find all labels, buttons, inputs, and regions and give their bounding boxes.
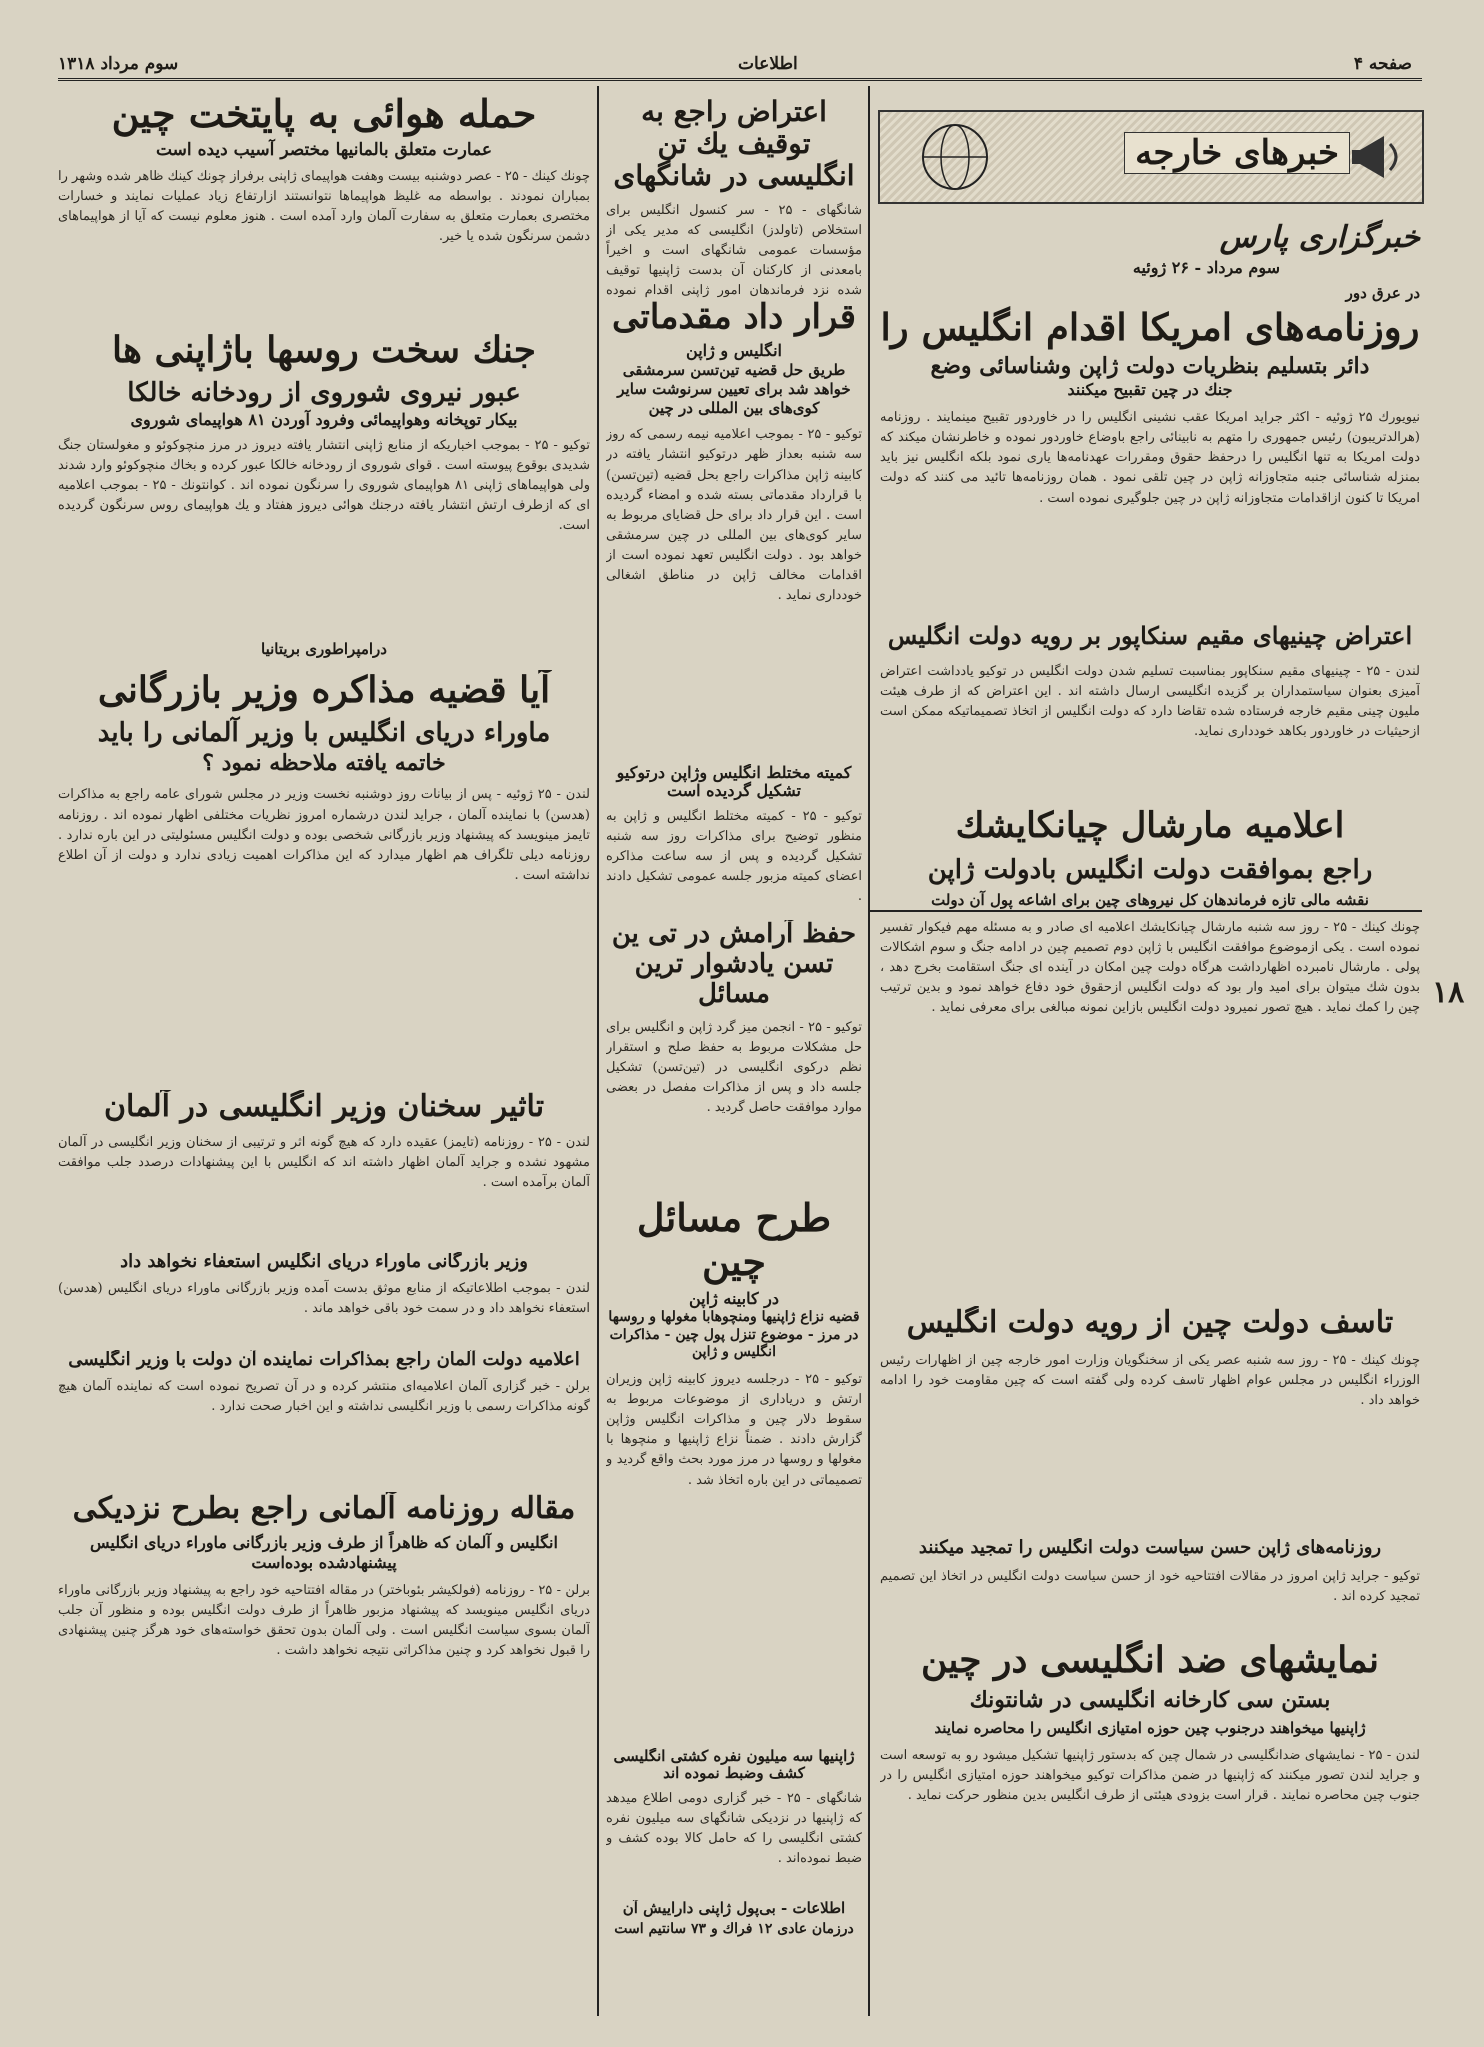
article-us-papers bbox=[880, 306, 1420, 548]
headline: اطلاعات - بی‌پول ژاپنی داراییش آن bbox=[622, 1900, 846, 1917]
deck: قضیه نزاع ژاپنیها ومنچوهابا مغولها و روسها در مرز - موضوع تنزل پول چین - مذاکرات انگلیس و ژاپن bbox=[608, 1309, 860, 1361]
article-body: توکیو - ۲۵ - بموجب اخباریکه از منابع ژاپنی انتشار یافته دیروز در مرز منچوکوئو و مغولستان جنگ شدیدی بوقوع پیوسته است . قوای شوروی از رودخانه خالکا عبور کرده و بخاك منچوکوئو وارد شدند ولی هواپیماهای ژاپنی ۸۱ هواپیمای شوروی را سرنگون نموده اند . کوانتونك - ۲۵ - بموجب اعلامیه ای که ازطرف ارتش انتشار یافته درجنك هوائی دیروز هفتاد و یك هواپیمای روس سرنگون گردیده است. bbox=[58, 437, 590, 534]
dateline: سوم مرداد - ۲۶ ژوئیه bbox=[1132, 258, 1280, 277]
headline: روزنامه‌های امریکا اقدام انگلیس را bbox=[880, 306, 1420, 349]
article-negotiation bbox=[58, 670, 590, 1025]
article-body: لندن - بموجب اطلاعاتیکه از منابع موثق بدست آمده وزیر بازرگانی ماوراء دریای انگلیس (هدسن) استعفاء نخواهد داد و در سمت خود باقی خواهد ماند . bbox=[58, 1280, 590, 1316]
column-rule bbox=[868, 86, 870, 2016]
article-air-raid bbox=[58, 92, 590, 317]
headline: تاسف دولت چین از رویه دولت انگلیس bbox=[906, 1306, 1394, 1340]
subheadline: انگلیس و آلمان که ظاهراً از طرف وزیر بازرگانی ماوراء دریای انگلیس پیشنهادشده بوده‌است bbox=[90, 1532, 558, 1572]
headline: حفظ آرامش در تی ین تسن یادشوار ترین مسائل bbox=[611, 920, 857, 1009]
margin-mark: ۱۸ bbox=[1432, 975, 1465, 1010]
headline: اعتراض چینیهای مقیم سنکاپور بر رویه دولت انگلیس bbox=[887, 622, 1413, 650]
headline: اعتراض راجع به توقیف یك تن انگلیسی در شانگهای bbox=[613, 96, 855, 193]
article-germany-notice bbox=[58, 1350, 590, 1487]
article-body: توکیو - ۲۵ - کمیته مختلط انگلیس و ژاپن به منظور توضیح برای مذاکرات روز سه شنبه تشکیل گردیده و پس از سه ساعت مذاکره اعضای کمیته مزبور جلسه عمومی تشکیل دادند . bbox=[606, 808, 862, 905]
article-body: برلن - خبر گزاری آلمان اعلامیه‌ای منتشر کرده و در آن تصریح نموده است که نماینده آلمان هیچ گونه مذاکرات رسمی با وزیر انگلیسی نداشته و این اخبار صحت ندارد . bbox=[58, 1378, 590, 1414]
column-rule bbox=[597, 86, 599, 2016]
headline: تاثیر سخنان وزیر انگلیسی در آلمان bbox=[103, 1090, 545, 1124]
headline: مقاله روزنامه آلمانی راجع بطرح نزدیکی bbox=[72, 1492, 576, 1526]
article-preliminary bbox=[606, 298, 862, 715]
article-body: چونك كينك - ۲۵ - روز سه شنبه عصر یکی از سخنگویان وزارت امور خارجه چین از اظهارات رئیس الوزراء انگلیس در مجلس عوام اظهار تاسف کرده ولی گفته است که چین مقاومت خود را ادامه خواهد داد . bbox=[880, 1352, 1420, 1408]
headline: وزیر بازرگانی ماوراء دریای انگلیس استعفاء نخواهد داد bbox=[120, 1252, 528, 1272]
headline: اعلامیه مارشال چیانکایشك bbox=[955, 806, 1345, 846]
article-body: نیویورك ۲۵ ژوئیه - اکثر جراید امریکا عقب نشینی انگلیس را در خاوردور تقبیح مینمایند . روزنامه (هرالدتریبون) رئیس جمهوری را متهم به نابینائی راجع باوضاع خاوردور نموده و خاطرنشان میکند که دولت امریکا به تنها انگلیس را درحفظ حقوق ومقررات عهدنامه‌ها یاری نمود بلکه انگلیس نیز باید بمنزله شناسائی جنبه متجاوزانه ژاپن در چین تلقی نمود . همان روزنامه‌ها تائید می کنند که دولت امریکا تا کنون ازاقدامات متجاوزانه ژاپن در چین جلوگیری نموده است . bbox=[880, 410, 1420, 506]
headline: آیا قضیه مذاکره وزیر بازرگانی bbox=[97, 670, 551, 711]
banner-title: خبرهای خارجه bbox=[1124, 132, 1350, 174]
deck: خاتمه یافته ملاحظه نمود ؟ bbox=[202, 749, 446, 776]
article-body: شانگهای - ۲۵ - سر کنسول انگلیس برای استخلاص (تاولدز) انگلیسی که مدیر یکی از مؤسسات عمومی شانگهای است و اخیراً بامعدنی از کارکنان آن بدست ژاپنیها توقیف شده نزد فرماندهان امور ژاپنی اقدام نموده bbox=[606, 202, 862, 299]
headline: کمیته مختلط انگلیس وژاپن درتوکیو تشکیل گردیده است bbox=[616, 764, 852, 801]
article-body: شانگهای - ۲۵ - خبر گزاری دومی اطلاع میدهد که ژاپنیها در نزدیکی شانگهای سه میلیون نفره کشتی انگلیسی را که حامل کالا بوده کشف و ضبط نموده‌اند . bbox=[606, 1790, 862, 1866]
article-arrest bbox=[606, 96, 862, 301]
headline: روزنامه‌های ژاپن حسن سیاست دولت انگلیس را تمجید میکنند bbox=[918, 1538, 1382, 1558]
article-body: لندن - ۲۵ - روزنامه (تایمز) عقیده دارد که هیچ گونه اثر و ترتیبی از سخنان وزیر انگلیسی در آلمان مشهود نشده و جراید آلمان اظهار داشته اند که انگلیس با این پیشنهادات درصدد جلب موافقت آلمان برآمده است . bbox=[58, 1134, 590, 1190]
headline: ژاپنیها سه میلیون نفره کشتی انگلیسی کشف وضبط نموده اند bbox=[613, 1748, 855, 1783]
notice-body: درزمان عادی ۱۲ فراك و ۷۳ سانتیم است bbox=[614, 1921, 854, 1938]
headline: قرار داد مقدماتی bbox=[612, 298, 856, 337]
headline: حمله هوائی به پایتخت چین bbox=[111, 92, 537, 136]
deck: ژاپنیها میخواهند درجنوب چین حوزه امتیازی انگلیس را محاصره نمایند bbox=[934, 1718, 1366, 1737]
article-body: چونك كينك - ۲۵ - روز سه شنبه مارشال چیانکایشك اعلامیه ای صادر و به مسئله مهم فیکوار تفسیر نموده است . یکی ازموضوع موافقت انگلیس با ژاپن دوم تصمیم چین در ادامه جنگ و سوم اشکالات پولی . مارشال نامبرده اظهارداشت هرگاه دولت چین امکان در آینده ای جنگ استقامت بخرج دهد ، بدون شك میتوان برای امید وار بود که دولت انگلیس ازحقوق خود دفاع خواهد نمود و بدین ترتیب چین را کمك نماید . هیچ تصور نمیرود دولت انگلیس بازاین نمونه مبالغی برای معرفی نماید . bbox=[880, 919, 1420, 1016]
article-body: توکیو - ۲۵ - انجمن میز گرد ژاپن و انگلیس برای حل مشکلات مربوط به حفظ صلح و استقرار نظم درکوی انگلیسی در (تین‌تسن) تشکیل جلسه داد و پس از مذاکرات مفصل در بعضی موارد موافقت حاصل گردید . bbox=[606, 1019, 862, 1116]
headline: نمایشهای ضد انگلیسی در چین bbox=[920, 1640, 1379, 1681]
subheadline: دائر بتسلیم بنظریات دولت ژاپن وشناسائی وضع bbox=[930, 352, 1370, 379]
deck: طریق حل قضیه تین‌تسن سرمشقی خواهد شد برای تعیین سرنوشت سایر کوی‌های بین المللی در چین bbox=[617, 361, 851, 417]
notice bbox=[606, 1900, 862, 1939]
article-body: لندن - ۲۵ - چینیهای مقیم سنکاپور بمناسبت تسلیم شدن دولت انگلیس در توکیو یادداشت اعتراض آمیزی بعنوان سیاستمداران بر گزیده انگلیسی ارسال داشته اند . این اعتراض که از طرف هیئت ملیون چینی مقیم خارجه فرستاده شده تقاضا دارد که دولت انگلیس از اتخاذ تصمیماتیکه ممکن است ازحیثیات در خاوردور بکاهد خودداری نماید. bbox=[880, 663, 1420, 740]
foreign-news-banner bbox=[878, 110, 1424, 204]
article-body: لندن - ۲۵ - نمایشهای ضدانگلیسی در شمال چین که بدستور ژاپنیها تشکیل میشود رو به توسعه است و جراید لندن تصور میکنند که ژاپنیها در ضمن مذاکرات توکیو میخواهند حوزه امتیازی انگلیس را در جنوب چین محاصره نمایند . قرار است بزودی هیئتی از طرف انگلیس بدین منظور حرکت نماید . bbox=[880, 1747, 1420, 1803]
article-body: توکیو - ۲۵ - درجلسه دیروز کابینه ژاپن وزیران ارتش و دریاداری از موضوعات مربوط به سقوط دلار چین و مذاکرات انگلیس وژاپن گزارش دادند . ضمناً نزاع ژاپنیها و منچوها با مغولها و روسها در مرز مورد بحث واقع گردید و تصمیماتی در این باره اتخاذ شد . bbox=[606, 1371, 862, 1488]
article-effect bbox=[58, 1090, 590, 1233]
article-german-paper bbox=[58, 1492, 590, 1921]
deck: بیکار توپخانه وهواپیمائی وفرود آوردن ۸۱ هواپیمای شوروی bbox=[130, 409, 518, 429]
article-body: توکیو - ۲۵ - بموجب اعلامیه نیمه رسمی که روز سه شنبه بعداز ظهر درتوکیو انتشار یافته در کابینه ژاپن مذاکرات راجع بحل قضیه (تین‌تسن) با قرارداد مقدماتی بسته شده و امضاء گردیده است . این قرار داد برای حل قضایای مربوط به سایر کوی‌های بین المللی در چین سرمشقی خواهد بود . دولت انگلیس تعهد نموده است از اقدامات مخالف ژاپن در مناطق اشغالی خودداری نماید . bbox=[606, 427, 862, 604]
article-chiang bbox=[880, 806, 1420, 1288]
subheadline: عمارت متعلق بالمانیها مختصر آسیب دیده است bbox=[155, 139, 492, 160]
article-jp-press bbox=[880, 1538, 1420, 1647]
deck: جنك در چین تقبیح میکنند bbox=[1067, 380, 1233, 400]
issue-date: سوم مرداد ۱۳۱۸ bbox=[58, 54, 179, 74]
article-body: برلن - ۲۵ - روزنامه (فولکیشر بئوباختر) در مقاله افتتاحیه خود راجع به پیشنهاد وزیر بازرگانی ماوراء دریای انگلیس مینویسد که پیشنهاد مزبور ظاهراً از طرف دولت انگلیس بوده و منظور آن جلب آلمان بسوی سیاست انگلیس است . ولی آلمان بدون تحقق خواسته‌های خود هرگز چنین پیشنهادی را قبول نخواهد کرد و چنین مذاکراتی نتیجه نخواهد داشت . bbox=[58, 1582, 590, 1658]
section-label: درامپراطوری بریتانیا bbox=[261, 640, 387, 658]
article-resign bbox=[58, 1252, 590, 1349]
agency-logo: خبرگزاری پارس bbox=[1219, 220, 1420, 255]
article-china-issues bbox=[606, 1196, 862, 1690]
headline: جنك سخت روسها باژاپنی ها bbox=[111, 330, 537, 371]
kicker: در عرق دور bbox=[1345, 284, 1420, 302]
subheadline: عبور نیروی شوروی از رودخانه خالکا bbox=[127, 378, 521, 409]
headline: طرح مسائل چین bbox=[636, 1196, 832, 1284]
paper-name: اطلاعات bbox=[738, 54, 798, 74]
article-body: چونك كينك - ۲۵ - عصر دوشنبه بیست وهفت هواپیمای ژاپنی برفراز چونك كينك ظاهر شده وشهر را بمباران نمودند . بواسطه مه غلیظ هواپیماها نتوانستند ازارتفاع زیاد عملیات نمایند و خسارات مختصری بعمارت متعلق به سفارت آلمان وارد آمده است . هنوز معلوم نیست که آیا از هواپیماهای دشمن سرنگون شده یا خیر. bbox=[58, 168, 590, 245]
article-committee bbox=[606, 764, 862, 907]
deck: نقشه مالی تازه فرماندهان کل نیروهای چین برای اشاعه پول آن دولت bbox=[931, 890, 1369, 909]
headline: اعلامیه دولت آلمان راجع بمذاکرات نماینده آن دولت با وزیر انگلیسی bbox=[68, 1350, 580, 1370]
subheadline: در کابینه ژاپن bbox=[689, 1289, 779, 1309]
page-label: صفحه ۴ bbox=[1353, 54, 1412, 74]
subheadline: بستن سی کارخانه انگلیسی در شانتونك bbox=[969, 1687, 1331, 1714]
globe-icon bbox=[900, 120, 1010, 194]
subheadline: انگلیس و ژاپن bbox=[686, 341, 782, 361]
article-body: توکیو - جراید ژاپن امروز در مقالات افتتاحیه خود از حسن سیاست دولت انگلیس در اتخاذ این تصمیم تمجید کرده اند . bbox=[880, 1568, 1420, 1604]
masthead bbox=[58, 48, 1422, 81]
article-boat bbox=[606, 1748, 862, 1879]
subheadline: راجع بموافقت دولت انگلیس بادولت ژاپن bbox=[927, 855, 1373, 886]
loudspeaker-icon bbox=[1350, 120, 1410, 194]
article-regret bbox=[880, 1306, 1420, 1551]
article-demonstrations bbox=[880, 1640, 1420, 1936]
article-sin-protest bbox=[880, 622, 1420, 782]
article-calm bbox=[606, 920, 862, 1218]
article-battle bbox=[58, 330, 590, 626]
subheadline: ماوراء دریای انگلیس با وزیر آلمانی را باید bbox=[97, 718, 551, 749]
article-body: لندن - ۲۵ ژوئیه - پس از بیانات روز دوشنبه نخست وزیر در مجلس شورای عامه راجع به مذاکرات (هدسن) با نماینده آلمان ، جراید لندن درشماره امروز نظریات مختلفی اظهار نموده اند . روزنامه تایمز مینویسد که پیشنهاد وزیر بازرگانی شخصی بوده و دولت انگلیس مسئولیتی در این باره ندارد . روزنامه دیلی تلگراف هم اظهار میدارد که این مذاکرات اهمیت زیادی ندارد و دولت از آن اطلاع نداشته است . bbox=[58, 787, 590, 883]
